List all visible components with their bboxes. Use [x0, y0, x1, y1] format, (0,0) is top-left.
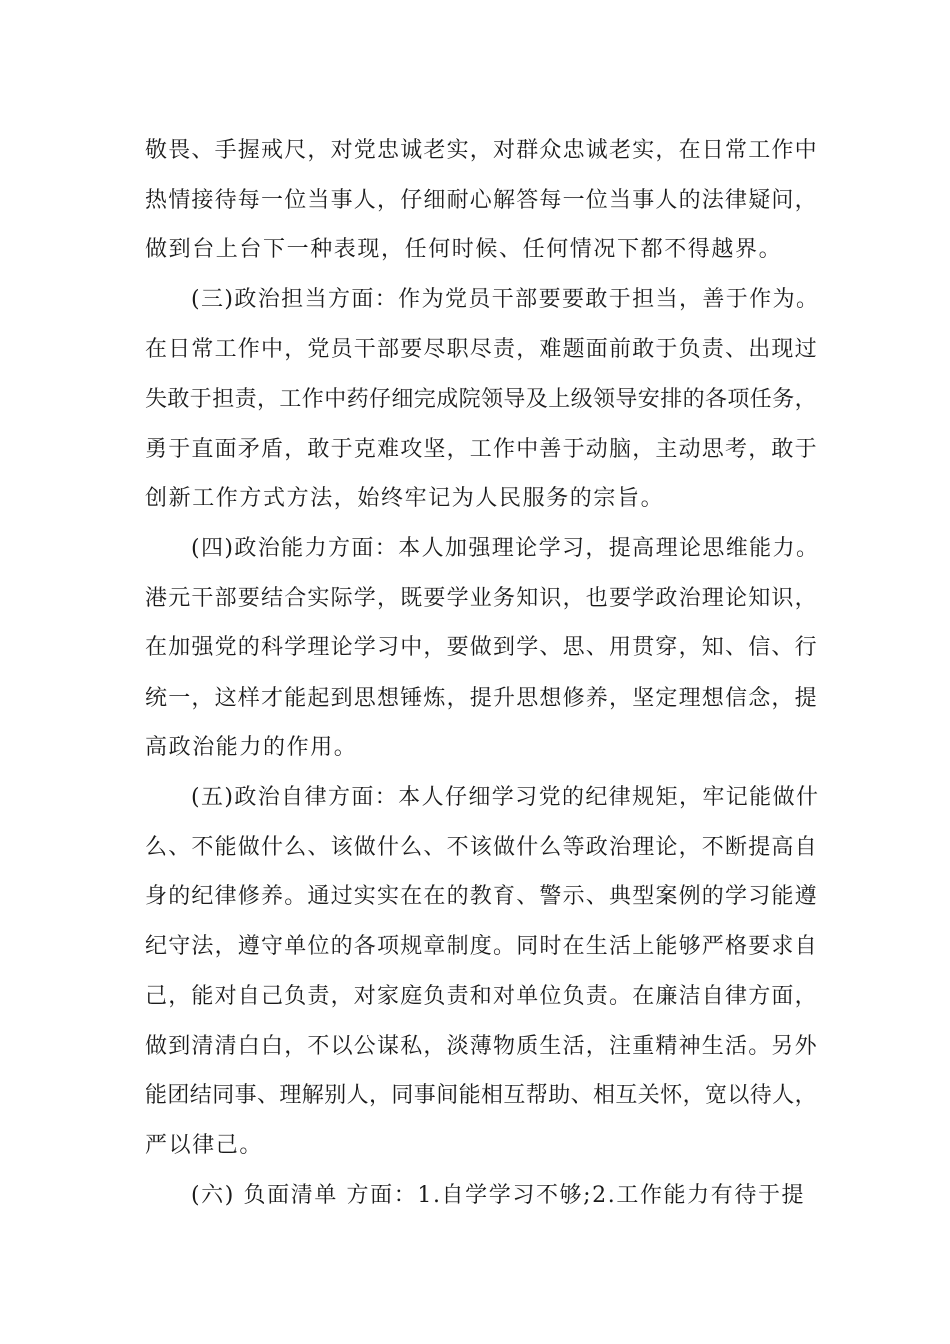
text-line: 失敢于担责，工作中药仔细完成院领导及上级领导安排的各项任务， [145, 387, 818, 412]
text-line: 纪守法，遵守单位的各项规章制度。同时在生活上能够严格要求自 [145, 934, 818, 959]
text-line: 严以律己。 [145, 1133, 264, 1158]
section-heading-6: (六) 负面清单 方面：1.自学学习不够;2.工作能力有待于提 [191, 1183, 806, 1208]
text-line: 做到清清白白，不以公谋私，淡薄物质生活，注重精神生活。另外 [145, 1034, 818, 1059]
text-line: 能团结同事、理解别人，同事间能相互帮助、相互关怀，宽以待人， [145, 1083, 818, 1108]
text-line: 做到台上台下一种表现，任何时候、任何情况下都不得越界。 [145, 237, 783, 262]
text-line: 己，能对自己负责，对家庭负责和对单位负责。在廉洁自律方面， [145, 984, 818, 1009]
text-line: 创新工作方式方法，始终牢记为人民服务的宗旨。 [145, 486, 665, 511]
text-line: 敬畏、手握戒尺，对党忠诚老实，对群众忠诚老实，在日常工作中 [145, 138, 818, 163]
text-line: 统一，这样才能起到思想锤炼，提升思想修养，坚定理想信念，提 [145, 686, 818, 711]
section-heading-5: (五)政治自律方面：本人仔细学习党的纪律规矩，牢记能做什 [191, 785, 820, 810]
text-line: 高政治能力的作用。 [145, 735, 358, 760]
section-heading-3: (三)政治担当方面：作为党员干部要要敢于担当，善于作为。 [191, 287, 820, 312]
text-line: 在加强党的科学理论学习中，要做到学、思、用贯穿，知、信、行 [145, 635, 818, 660]
text-line: 热情接待每一位当事人，仔细耐心解答每一位当事人的法律疑问， [145, 188, 818, 213]
text-line: 么、不能做什么、该做什么、不该做什么等政治理论，不断提高自 [145, 835, 818, 860]
text-line: 港元干部要结合实际学，既要学业务知识，也要学政治理论知识， [145, 586, 818, 611]
text-line: 在日常工作中，党员干部要尽职尽责，难题面前敢于负责、出现过 [145, 337, 818, 362]
text-line: 身的纪律修养。通过实实在在的教育、警示、典型案例的学习能遵 [145, 884, 818, 909]
text-line: 勇于直面矛盾，敢于克难攻坚，工作中善于动脑，主动思考，敢于 [145, 437, 818, 462]
section-heading-4: (四)政治能力方面：本人加强理论学习，提高理论思维能力。 [191, 536, 820, 561]
